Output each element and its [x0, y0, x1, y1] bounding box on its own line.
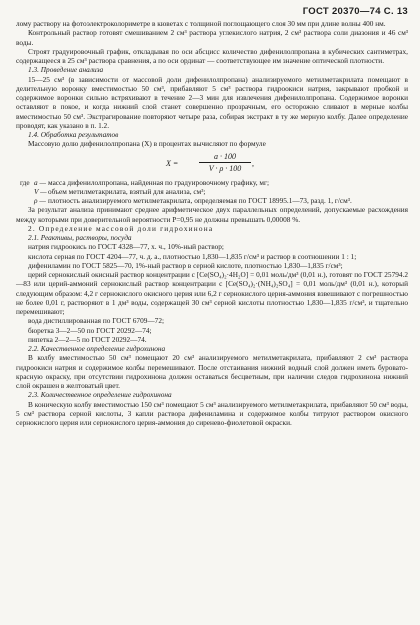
paragraph-analysis-procedure: 15—25 см³ (в зависимости от массовой доли дифенилолпропана) анализируемого метилметакрилата помещают в делительную воронку вместимостью 50 см³, прибавляют 5 см³ раствора гидроокиси натрия, закрывают пробкой и содержимое воронки сильно встряхивают в течение 2—3 мин для извлечения дифенилолпропана. Содержимое воронки оставляют в покое, и когда нижний слой станет совершенно прозрачным, его осторожно сливают в мерные колбы вместимостью 50 см³. Экстрагирование повторяют четыре раза, собирая экстракт в ту же мерную колбу. Далее определение проводят, как указано в п. 1.2.: [16, 74, 408, 130]
reagent-item: бюретка 3—2—50 по ГОСТ 20292—74;: [28, 325, 152, 335]
paragraph-continuation: лому раствору на фотоэлектроколориметре в кюветах с толщиной поглощающего слоя 30 мм при длине волны 400 нм.: [16, 19, 386, 28]
paragraph-quantitative: В коническую колбу вместимостью 150 см³ помещают 5 см³ анализируемого метилметакрилата, прибавляют 50 см³ воды, 5 см³ раствора серной кислоты, 3 капли раствора дифениламина и содержимое колбы титруют раствором окисного сернокислого церия или сернокислого церия-аммония до сиренево-фиолетовой окраски.: [16, 399, 408, 427]
definition-symbol: V —: [34, 186, 47, 196]
section-heading-1-3: 1.3. Проведение анализа: [28, 65, 104, 75]
definition-row: [16, 196, 408, 205]
formula-denominator: V · ρ · 100: [208, 163, 242, 173]
definition-text: плотность анализируемого метилметакрилата, определяемая по ГОСТ 18995.1—73, разд. 1, г/см³.: [48, 196, 352, 205]
reagent-item: вода дистиллированная по ГОСТ 6709—72;: [28, 316, 164, 326]
formula: [16, 152, 408, 174]
paragraph-qualitative: В колбу вместимостью 50 см³ помещают 20 см³ анализируемого метилметакрилата, прибавляют 2 см³ раствора гидроокиси натрия и содержимое колбы перемешивают. После отстаивания нижний водный слой должен иметь буровато-красную окраску, при отсутствии гидрохинона должен оставаться бесцветным, при наличии следов гидрохинона нижний слой окрашен в желтоватый цвет.: [16, 353, 408, 390]
formula-tail: ,: [252, 158, 254, 168]
section-heading-1-4: 1.4. Обработка результатов: [28, 130, 119, 139]
section-heading-2-2: 2.2. Качественное определение гидрохинона: [28, 344, 166, 353]
reagent-item: натрия гидроокись по ГОСТ 4328—77, х. ч., 10%-ный раствор;: [28, 242, 224, 252]
paragraph-calibration-graph: Строят градуировочный график, откладывая по оси абсцисс количество дифенилолпропана в кубических сантиметрах, содержащееся в 25 см³ раствора сравнения, а по оси ординат — соответствующее им значение оптической плотности.: [16, 46, 408, 65]
section-heading-2: 2. Определение массовой доли гидрохинона: [28, 223, 214, 233]
paragraph-result: За результат анализа принимают среднее арифметическое двух параллельных определений, допускаемые расхождения между которыми при доверительной вероятности P=0,95 не должны превышать 0,00008 %.: [16, 205, 408, 224]
formula-definitions: [16, 178, 408, 206]
page-header: ГОСТ 20370—74 С. 13: [302, 6, 408, 17]
definition-symbol: a —: [34, 177, 46, 187]
definition-text: объем метилметакрилата, взятый для анализа, см³;: [48, 186, 206, 196]
definition-row: [16, 187, 408, 196]
paragraph-formula-intro: Массовую долю дифенилолпропана (X) в процентах вычисляют по формуле: [28, 139, 266, 149]
section-heading-2-3: 2.3. Количественное определение гидрохинона: [28, 390, 172, 400]
reagent-item: дифениламин по ГОСТ 5825—70, 1%-ный раствор в серной кислоте, плотностью 1,830—1,835 г/см³;: [28, 260, 343, 270]
formula-fraction: [199, 152, 251, 173]
reagent-item: кислота серная по ГОСТ 4204—77, ч. д. а., плотностью 1,830—1,835 г/см³ и раствор в соотношении 1 : 1;: [28, 251, 357, 261]
definition-symbol: ρ —: [34, 196, 46, 205]
section-heading-2-1: 2.1. Реактивы, растворы, посуда: [28, 233, 132, 242]
reagent-item: пипетка 2—2—5 по ГОСТ 20292—74.: [28, 334, 147, 344]
formula-numerator: a · 100: [199, 152, 251, 163]
paragraph-control-solution: Контрольный раствор готовят смешиванием 2 см³ раствора углекислого натрия, 2 см³ раствора соли диазония и 46 см³ воды.: [16, 28, 408, 47]
definition-row: [16, 178, 408, 187]
definition-text: масса дифенилолпропана, найденная по градуировочному графику, мг;: [48, 177, 270, 187]
formula-lhs: X =: [166, 158, 179, 168]
reagent-item: церий сернокислый окисный раствор концентрации c [Ce(SO₄)₂·4H₂O] = 0,01 моль/дм³ (0,01 н.), готовят по ГОСТ 25794.2—83 или церий-аммоний сернокислый раствор концентрации c [Ce(SO₄)₂·(NH₄)₂SO₄] = 0,01 моль/дм³ (0,01 н.), который следующим образом: 4,2 г сернокислого окисного церия или 6,2 г сернокислого церия-аммония взвешивают с погрешностью не более 0,01 г, растворяют в 1 дм³ воды, содержащей 30 см³ серной кислоты плотностью 1,830—1,835 г/см³, и тщательно перемешивают;: [16, 270, 408, 316]
definition-intro: где: [20, 177, 30, 187]
